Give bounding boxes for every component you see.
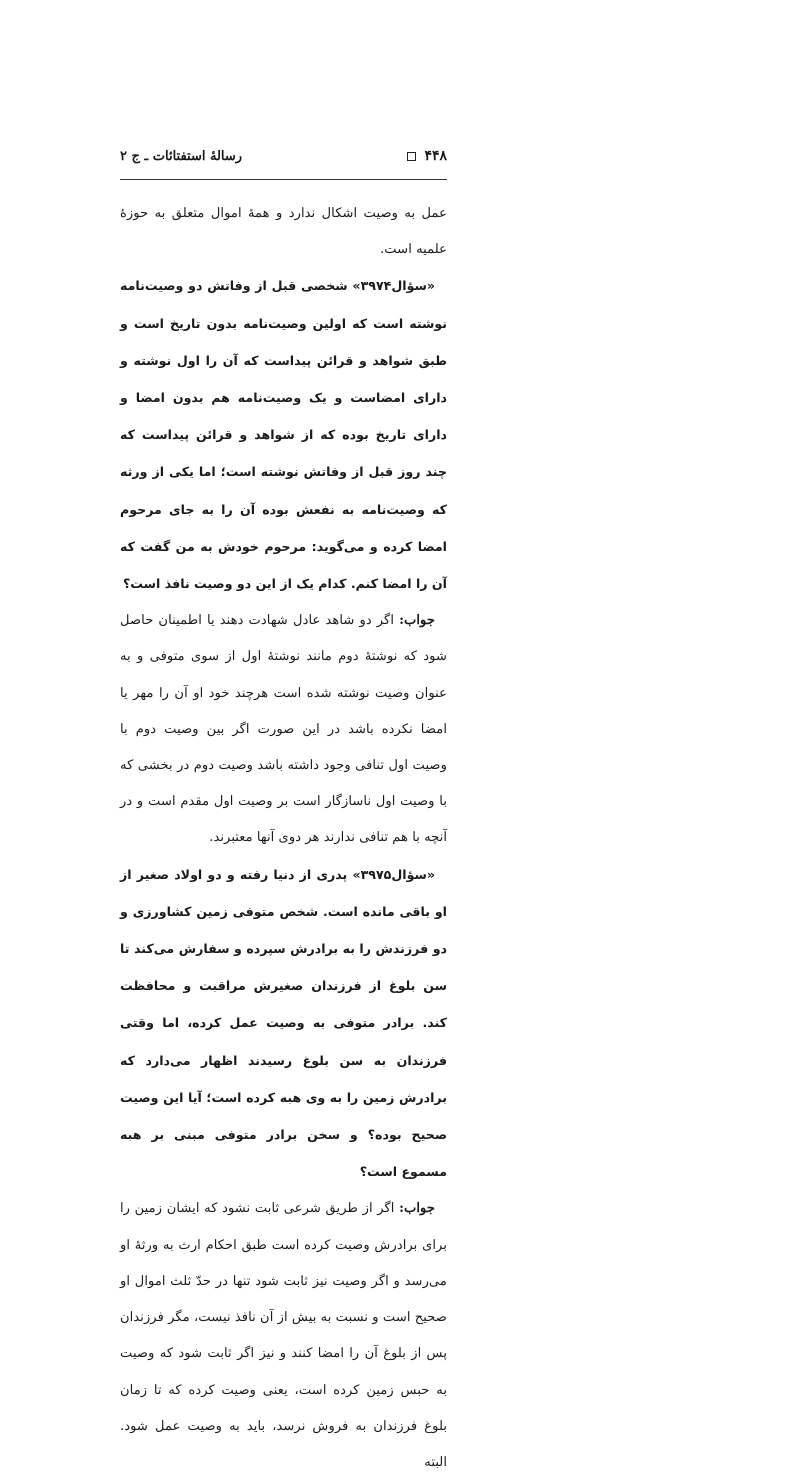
question-3974 [120, 268, 447, 603]
answer-text: اگر دو شاهد عادل شهادت دهند یا اطمینان حاصل شود که نوشتهٔ دوم مانند نوشتهٔ اول از سوی متوفی و به عنوان وصیت نوشته شده است هرچند خود او آن را مهر یا امضا نکرده باشد در این صورت اگر بین وصیت دوم با وصیت اول تنافی وجود داشته باشد وصیت دوم در بخشی که با وصیت اول ناسازگار است بر وصیت اول مقدم است و در آنچه با هم تنافی ندارند هر دوی آنها معتبرند. [120, 613, 447, 846]
question-3975 [120, 857, 447, 1192]
answer-text: اگر از طریق شرعی ثابت نشود که ایشان زمین را برای برادرش وصیت کرده است طبق احکام ارث به ورثهٔ او می‌رسد و اگر وصیت نیز ثابت شود تنها در حدّ ثلث اموال او صحیح است و نسبت به بیش از آن نافذ نیست، مگر فرزندان پس از بلوغ آن را امضا کنند و نیز اگر ثابت شود که وصیت به حبس زمین کرده است، یعنی وصیت کرده که تا زمان بلوغ فرزندان به فروش نرسد، باید به وصیت عمل شود. البته [120, 1201, 447, 1470]
body-text [120, 196, 447, 1481]
intro-paragraph: عمل به وصیت اشکال ندارد و همهٔ اموال متعلق به حوزهٔ علمیه است. [120, 206, 447, 258]
page-number-group [407, 148, 447, 164]
answer-label: جواب: [399, 613, 435, 629]
answer-3975 [120, 1191, 447, 1481]
question-text: «سؤال۳۹۷۵» پدری از دنیا رفته و دو اولاد صغیر از او باقی مانده است. شخص متوفی زمین کشاورزی و دو فرزندش را به برادرش سپرده و سفارش می‌کند تا سن بلوغ از فرزندان صغیرش مراقبت و محافظت کند. برادر متوفی به وصیت عمل کرده، اما وقتی فرزندان به سن بلوغ رسیدند اظهار می‌دارد که برادرش زمین را به وی هبه کرده است؛ آیا این وصیت صحیح بوده؟ و سخن برادر متوفی مبنی بر هبه مسموع است؟ [120, 866, 447, 1180]
page-header [120, 147, 447, 171]
header-divider [120, 179, 447, 180]
book-title: رسالهٔ استفتائات ـ ج ۲ [120, 149, 243, 164]
page-number: ۴۴۸ [424, 148, 447, 164]
answer-3974 [120, 603, 447, 856]
question-text: «سؤال۳۹۷۴» شخصی قبل از وفاتش دو وصیت‌نامه نوشته است که اولین وصیت‌نامه بدون تاریخ است و طبق شواهد و قرائن پیداست که آن را اول نوشته و دارای امضاست و یک وصیت‌نامه هم بدون امضا و دارای تاریخ بوده که از شواهد و قرائن پیداست که چند روز قبل از وفاتش نوشته است؛ اما یکی از ورثه که وصیت‌نامه به نفعش بوده آن را به جای مرحوم امضا کرده و می‌گوید: مرحوم خودش به من گفت که آن را امضا کنم. کدام یک از این دو وصیت نافذ است؟ [120, 278, 447, 592]
square-icon [407, 152, 416, 161]
answer-label: جواب: [399, 1201, 435, 1217]
